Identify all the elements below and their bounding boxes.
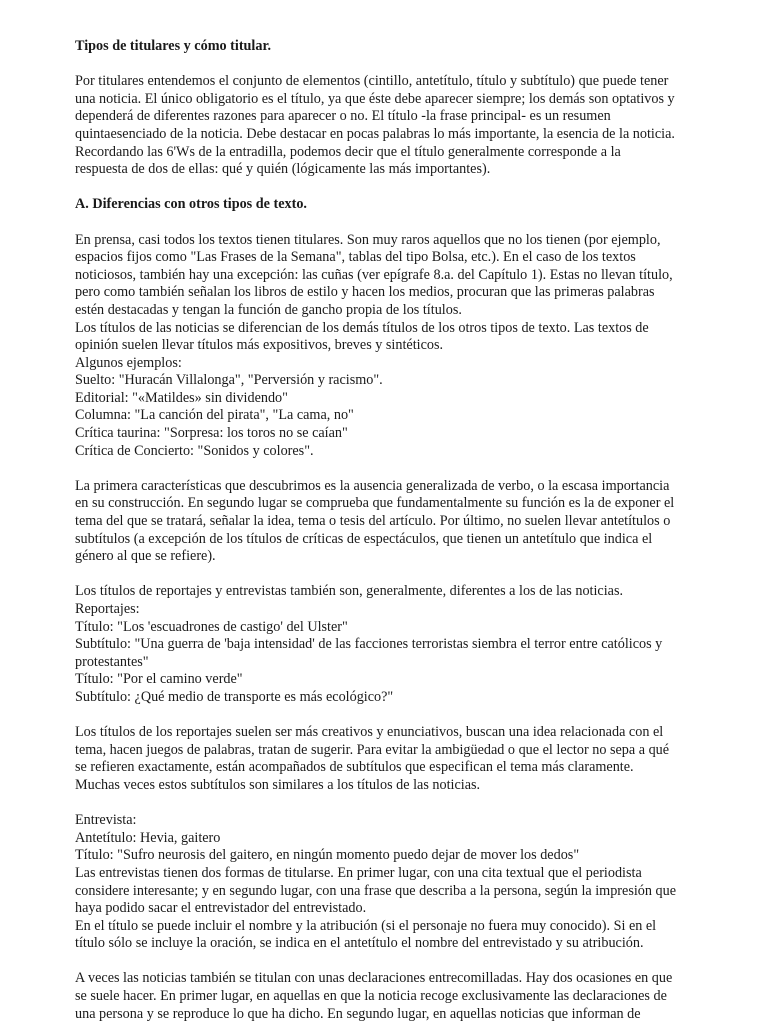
- text-line: Antetítulo: Hevia, gaitero: [75, 829, 221, 846]
- spacer: [75, 179, 733, 197]
- text-line: considere interesante; y en segundo lugar, con una frase que describa a la persona, según la impresión que: [75, 882, 677, 899]
- text-line: quintaesenciado de la noticia. Debe destacar en pocas palabras lo más importante, la esencia de la noticia.: [75, 125, 675, 142]
- text-line: Por titulares entendemos el conjunto de elementos (cintillo, antetítulo, título y subtítulo) que puede tener: [75, 73, 669, 90]
- text-line: opinión suelen llevar títulos más expositivos, breves y sintéticos.: [75, 337, 444, 354]
- spacer: [75, 707, 733, 725]
- spacer: [75, 566, 733, 584]
- text-line: protestantes": [75, 653, 149, 670]
- text-line: estén destacadas y tengan la función de gancho propia de los títulos.: [75, 301, 462, 318]
- spacer: [75, 953, 733, 971]
- text-line: En el título se puede incluir el nombre y la atribución (si el personaje no fuera muy conocido). Si en el: [75, 917, 657, 934]
- text-line: dependerá de diferentes razones para aparecer o no. El título -la frase principal- es un resumen: [75, 108, 611, 125]
- text-line: Los títulos de los reportajes suelen ser más creativos y enunciativos, buscan una idea relacionada con el: [75, 724, 664, 741]
- text-line: Editorial: "«Matildes» sin dividendo": [75, 389, 288, 406]
- text-line: tema, hacen juegos de palabras, tratan de sugerir. Para evitar la ambigüedad o que el lector no sepa a qué: [75, 741, 670, 758]
- text-line: Las entrevistas tienen dos formas de titularse. En primer lugar, con una cita textual que el periodista: [75, 864, 642, 881]
- text-line: Reportajes:: [75, 601, 140, 617]
- text-line: La primera características que descubrimos es la ausencia generalizada de verbo, o la escasa importancia: [75, 477, 670, 494]
- text-line: en su construcción. En segundo lugar se comprueba que fundamentalmente su función es la de exponer el: [75, 495, 675, 512]
- text-line: En prensa, casi todos los textos tienen titulares. Son muy raros aquellos que no los tienen (por ejemplo,: [75, 231, 661, 248]
- paragraph-declaraciones: [75, 970, 733, 1023]
- spacer: [75, 214, 733, 232]
- text-line: Crítica de Concierto: "Sonidos y colores".: [75, 442, 314, 459]
- text-line: A veces las noticias también se titulan con unas declaraciones entrecomilladas. Hay dos ocasiones en que: [75, 970, 673, 987]
- text-line: Título: "Sufro neurosis del gaitero, en ningún momento puedo dejar de mover los dedos": [75, 847, 580, 864]
- text-line: Crítica taurina: "Sorpresa: los toros no se caían": [75, 425, 348, 442]
- paragraph-intro: [75, 73, 733, 179]
- paragraph-reportajes: [75, 583, 733, 706]
- text-line: Muchas veces estos subtítulos son similares a los títulos de las noticias.: [75, 776, 481, 793]
- spacer: [75, 795, 733, 813]
- text-line: Entrevista:: [75, 812, 137, 829]
- text-line: noticiosos, también hay una excepción: las cuñas (ver epígrafe 8.a. del Capítulo 1). Estas no llevan título,: [75, 266, 673, 283]
- text-line: espacios fijos como "Las Frases de la Semana", tablas del tipo Bolsa, etc.). En el caso de los textos: [75, 249, 636, 266]
- text-line: pero como también señalan los libros de estilo y hacen los medios, procuran que las primeras palabras: [75, 284, 655, 301]
- paragraph-creativos: [75, 724, 733, 794]
- text-line: subtítulos (a excepción de los títulos de críticas de espectáculos, que tienen un antetítulo que indica el: [75, 530, 653, 547]
- text-line: Subtítulo: ¿Qué medio de transporte es más ecológico?": [75, 688, 394, 705]
- paragraph-entrevista: [75, 812, 733, 953]
- text-line: se suele hacer. En primer lugar, en aquellas en que la noticia recoge exclusivamente las declaraciones de: [75, 988, 667, 1005]
- text-line: título sólo se incluye la oración, se indica en el antetítulo el nombre del entrevistado y su atribución.: [75, 935, 644, 952]
- spacer: [75, 56, 733, 74]
- text-line: Subtítulo: "Una guerra de 'baja intensidad' de las facciones terroristas siembra el terror entre católicos y: [75, 636, 663, 653]
- text-line: se refieren exactamente, están acompañados de subtítulos que especifican el tema más claramente.: [75, 759, 634, 776]
- text-line: una noticia. El único obligatorio es el título, ya que éste debe aparecer siempre; los demás son optativos y: [75, 90, 675, 107]
- text-line: Columna: "La canción del pirata", "La cama, no": [75, 407, 354, 424]
- section-a-heading: A. Diferencias con otros tipos de texto.: [75, 196, 307, 213]
- text-line: Título: "Por el camino verde": [75, 671, 243, 688]
- text-line: tema del que se tratará, señalar la idea, tema o tesis del artículo. Por último, no suelen llevar antetítulos o: [75, 513, 671, 530]
- paragraph-caracteristicas: [75, 478, 733, 566]
- document-title: Tipos de titulares y cómo titular.: [75, 38, 272, 54]
- spacer: [75, 460, 733, 478]
- document-page: [75, 38, 733, 1023]
- text-line: Recordando las 6'Ws de la entradilla, podemos decir que el título generalmente corresponde a la: [75, 143, 621, 160]
- text-line: Algunos ejemplos:: [75, 354, 182, 371]
- text-line: Los títulos de reportajes y entrevistas también son, generalmente, diferentes a los de las noticias.: [75, 583, 624, 600]
- text-line: Suelto: "Huracán Villalonga", "Perversión y racismo".: [75, 372, 383, 389]
- text-line: haya podido sacar el entrevistador del entrevistado.: [75, 900, 367, 917]
- text-line: Los títulos de las noticias se diferencian de los demás títulos de los otros tipos de texto. Las textos de: [75, 319, 649, 336]
- paragraph-prensa: [75, 232, 733, 461]
- text-line: Título: "Los 'escuadrones de castigo' del Ulster": [75, 618, 348, 635]
- text-line: una persona y se reproduce lo que ha dicho. En segundo lugar, en aquellas noticias que informan de: [75, 1005, 641, 1022]
- text-line: respuesta de dos de ellas: qué y quién (lógicamente las más importantes).: [75, 161, 491, 178]
- text-line: género al que se refiere).: [75, 548, 216, 565]
